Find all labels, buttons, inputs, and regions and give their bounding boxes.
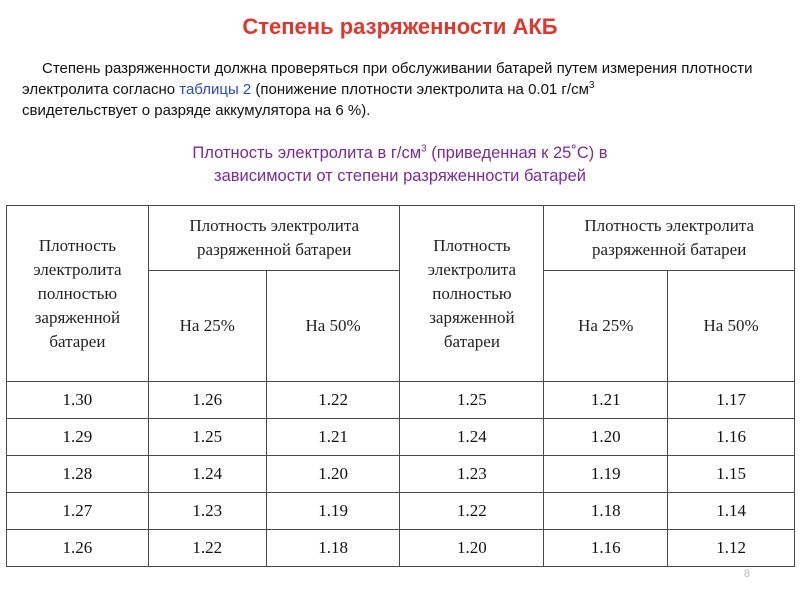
header-full-charged-2: Плотность электролита полностью заряженной батареи: [400, 206, 544, 382]
subheader-50-1: На 50%: [266, 271, 400, 382]
table-cell: 1.19: [266, 493, 400, 530]
table-cell: 1.24: [400, 419, 544, 456]
table-row: [7, 530, 795, 567]
table-cell: 1.17: [668, 382, 795, 419]
table-row: [7, 382, 795, 419]
caption-line2: зависимости от степени разряженности батарей: [214, 167, 586, 185]
table-row: [7, 493, 795, 530]
intro-paragraph: [22, 58, 792, 121]
table-cell: 1.24: [148, 456, 266, 493]
table-cell: 1.20: [266, 456, 400, 493]
density-table: [6, 205, 795, 567]
table-row: [7, 419, 795, 456]
table-reference-link[interactable]: таблицы 2: [179, 81, 252, 98]
table-cell: 1.19: [544, 456, 668, 493]
table-cell: 1.14: [668, 493, 795, 530]
table-cell: 1.18: [544, 493, 668, 530]
subheader-25-2: На 25%: [544, 271, 668, 382]
table-cell: 1.23: [400, 456, 544, 493]
table-cell: 1.23: [148, 493, 266, 530]
header-full-charged-1: Плотность электролита полностью заряженной батареи: [7, 206, 149, 382]
table-cell: 1.29: [7, 419, 149, 456]
header-discharged-1: Плотность электролита разряженной батареи: [148, 206, 400, 271]
table-caption: [0, 142, 800, 188]
caption-part1: Плотность электролита в г/см: [192, 144, 422, 162]
caption-part2: (приведенная к 25˚С) в: [426, 144, 608, 162]
subheader-25-1: На 25%: [148, 271, 266, 382]
table-cell: 1.16: [668, 419, 795, 456]
table-cell: 1.25: [148, 419, 266, 456]
table-cell: 1.20: [544, 419, 668, 456]
header-discharged-2: Плотность электролита разряженной батареи: [544, 206, 795, 271]
subheader-50-2: На 50%: [668, 271, 795, 382]
table-header-row: [7, 206, 795, 271]
table-cell: 1.21: [266, 419, 400, 456]
table-cell: 1.16: [544, 530, 668, 567]
table-cell: 1.22: [148, 530, 266, 567]
table-cell: 1.22: [266, 382, 400, 419]
table-cell: 1.28: [7, 456, 149, 493]
table-row: [7, 456, 795, 493]
table-cell: 1.30: [7, 382, 149, 419]
table-cell: 1.27: [7, 493, 149, 530]
table-cell: 1.15: [668, 456, 795, 493]
slide-title: Степень разряженности АКБ: [242, 14, 558, 39]
table-cell: 1.25: [400, 382, 544, 419]
intro-superscript: 3: [588, 80, 595, 91]
intro-text-part3: свидетельствует о разряде аккумулятора на 6 %).: [22, 102, 371, 119]
intro-text-part2: (понижение плотности электролита на 0.01 г/см: [251, 81, 589, 98]
intro-text-part1: Степень разряженности должна проверяться при обслуживании батарей путем измерения плотности электролита согласно: [22, 60, 753, 98]
table-cell: 1.21: [544, 382, 668, 419]
table-cell: 1.12: [668, 530, 795, 567]
table-cell: 1.26: [148, 382, 266, 419]
table-cell: 1.18: [266, 530, 400, 567]
caption-superscript: 3: [421, 143, 427, 155]
table-cell: 1.26: [7, 530, 149, 567]
page-number: 8: [743, 568, 750, 580]
table-cell: 1.22: [400, 493, 544, 530]
table-cell: 1.20: [400, 530, 544, 567]
